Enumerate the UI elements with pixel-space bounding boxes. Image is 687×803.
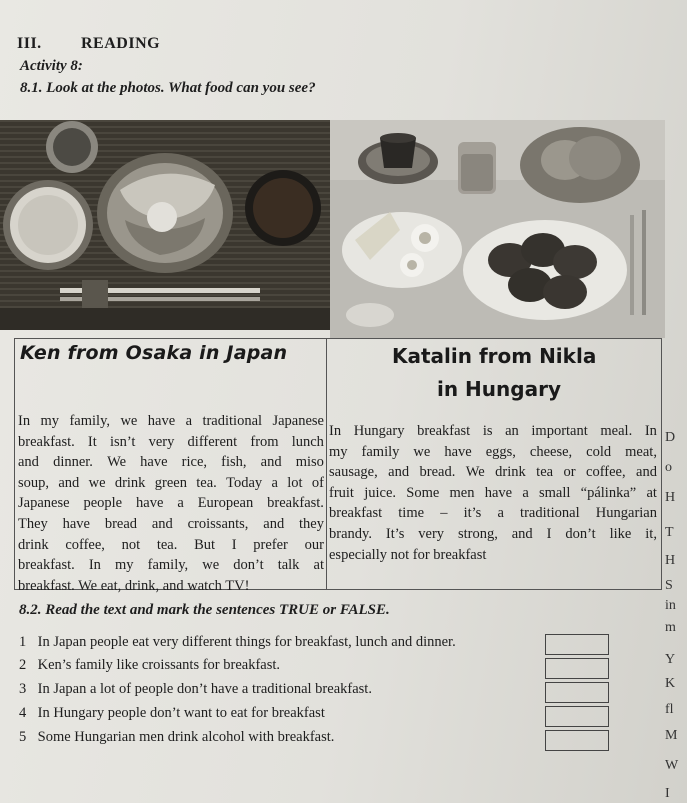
hungarian-breakfast-photo <box>330 120 665 338</box>
edge-letter: S <box>665 578 673 593</box>
katalin-line: sausage, and bread. We drink tea or coffee, and <box>329 464 657 481</box>
section-title: READING <box>81 35 161 52</box>
edge-letter: in <box>665 598 676 613</box>
edge-letter: H <box>665 490 676 505</box>
answer-box-4[interactable] <box>545 706 609 727</box>
ken-line: breakfast. We eat, drink, and watch TV! <box>18 577 250 594</box>
ken-line: breakfast. In my family, we don’t talk at <box>18 557 324 574</box>
edge-letter: D <box>665 430 676 445</box>
answer-box-5[interactable] <box>545 730 609 751</box>
ken-line: In my family, we have a traditional Japanese <box>18 413 324 429</box>
ken-line: drink coffee, not tea. But I prefer our <box>18 536 324 553</box>
edge-letter: T <box>665 525 674 540</box>
answer-box-3[interactable] <box>545 682 609 703</box>
activity-label: Activity 8: <box>20 58 83 74</box>
ken-line: breakfast. It isn’t very different from lunch <box>18 433 324 450</box>
ken-heading: Ken from Osaka in Japan <box>20 342 288 364</box>
katalin-line: breakfast time – it’s a traditional Hungarian <box>329 505 657 522</box>
katalin-line: brandy. It’s very strong, and I don’t like it, <box>329 525 657 542</box>
edge-letter: H <box>665 553 676 568</box>
task-8-2-instruction: 8.2. Read the text and mark the sentences TRUE or FALSE. <box>19 602 390 618</box>
answer-box-2[interactable] <box>545 658 609 679</box>
katalin-line: my family we have eggs, cheese, cold meat, <box>329 443 657 460</box>
katalin-line: especially not for breakfast <box>329 546 487 563</box>
ken-line: They have bread and croissants, and they <box>18 515 324 532</box>
edge-letter: K <box>665 676 676 691</box>
statement-1: 1 In Japan people eat very different things for breakfast, lunch and dinner. <box>19 634 456 650</box>
edge-letter: Y <box>665 652 676 667</box>
edge-letter: I <box>665 786 670 801</box>
ken-line: soup, and we drink green tea. Today a lot of <box>18 474 324 491</box>
ken-line: and dinner. We have rice, fish, and miso <box>18 454 324 471</box>
katalin-line: fruit juice. Some men have a small “pálinka” at <box>329 484 657 501</box>
edge-letter: o <box>665 460 672 475</box>
statement-4: 4 In Hungary people don’t want to eat for breakfast <box>19 705 325 721</box>
edge-letter: m <box>665 620 676 635</box>
ken-paragraph <box>18 411 324 596</box>
edge-letter: fl <box>665 702 674 717</box>
task-8-1-instruction: 8.1. Look at the photos. What food can you see? <box>20 80 316 96</box>
japanese-breakfast-photo <box>0 120 330 330</box>
katalin-line: In Hungary breakfast is an important meal. In <box>329 423 657 439</box>
section-heading <box>17 35 160 53</box>
edge-letter: W <box>665 758 679 773</box>
section-number: III. <box>17 35 42 52</box>
edge-letter: M <box>665 728 678 743</box>
ken-line: Japanese people have a European breakfast. <box>18 495 324 512</box>
katalin-paragraph <box>329 421 657 565</box>
statement-2: 2 Ken’s family like croissants for breakfast. <box>19 657 281 673</box>
katalin-heading-line-1: Katalin from Nikla <box>392 344 597 368</box>
statement-5: 5 Some Hungarian men drink alcohol with breakfast. <box>19 729 335 745</box>
katalin-heading-line-2: in Hungary <box>437 377 561 401</box>
statement-3: 3 In Japan a lot of people don’t have a traditional breakfast. <box>19 681 372 697</box>
answer-box-1[interactable] <box>545 634 609 655</box>
